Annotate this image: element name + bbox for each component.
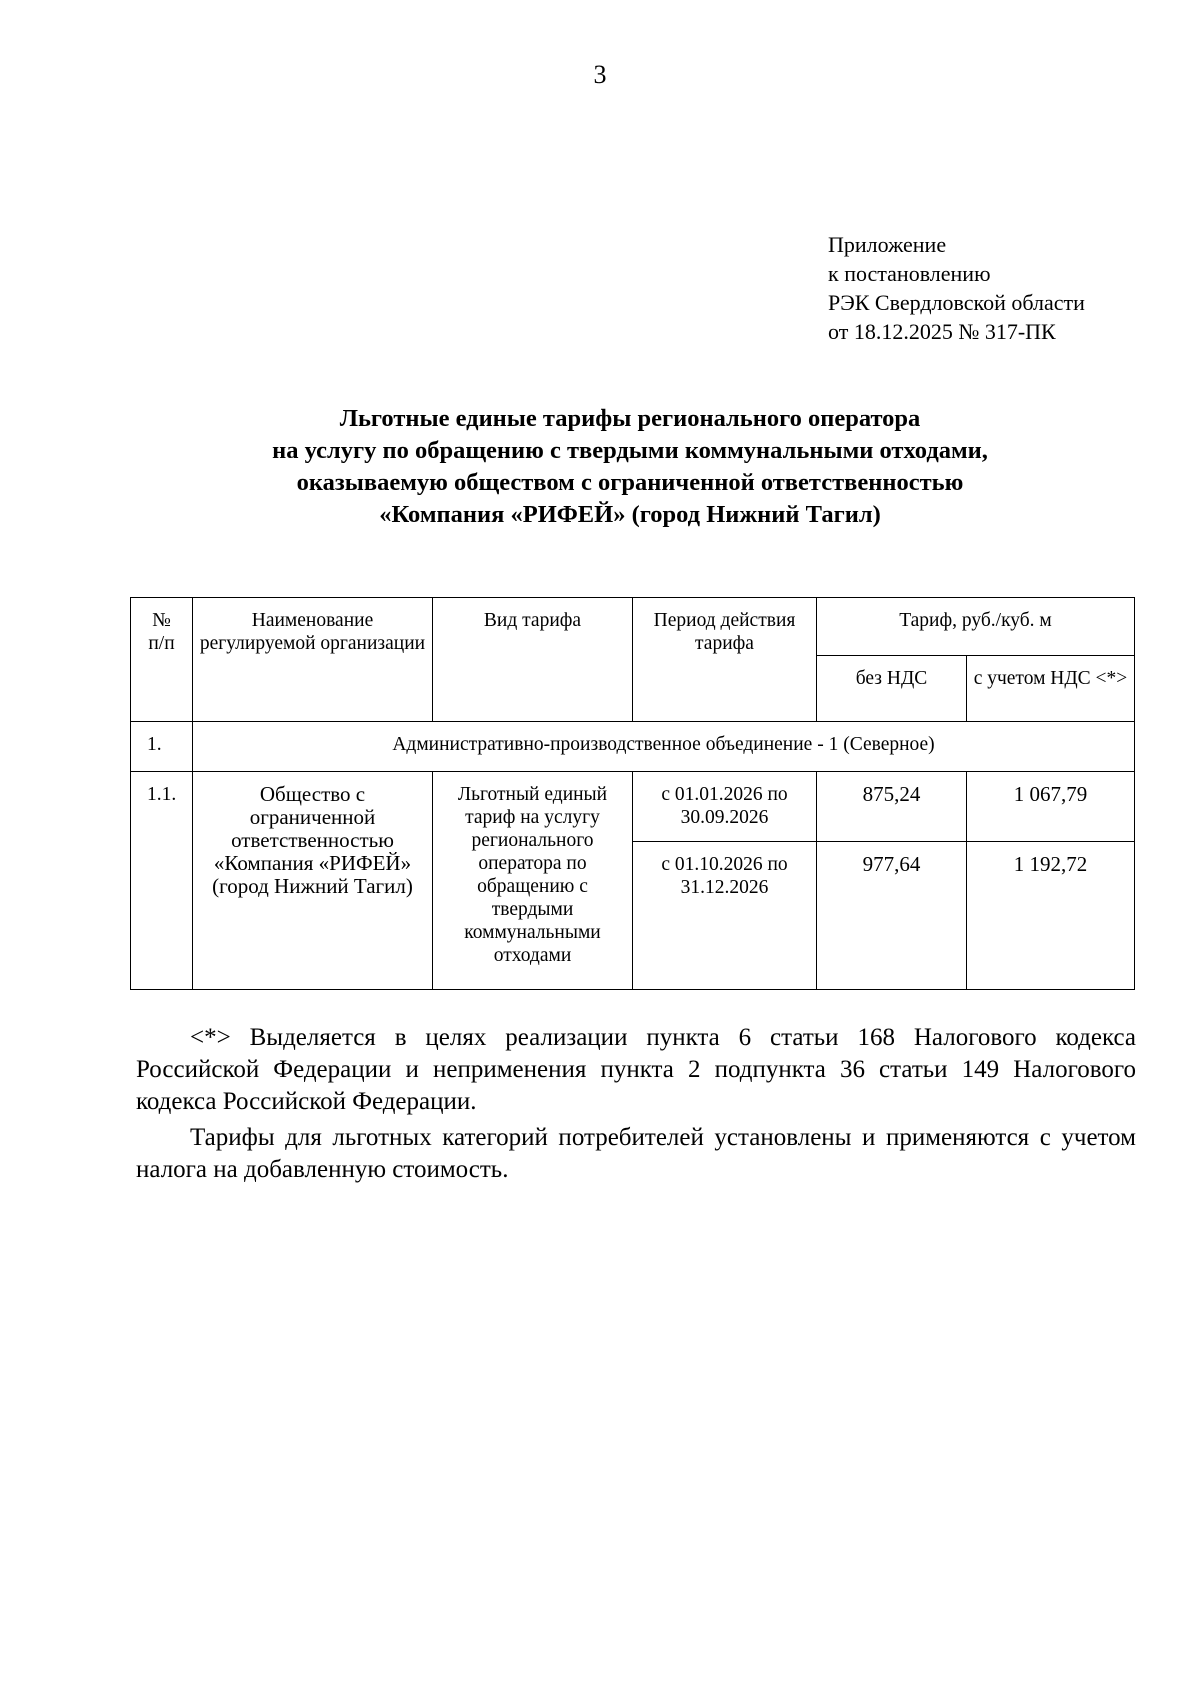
footnote-vat: <*> Выделяется в целях реализации пункта 6 статьи 168 Налогового кодекса Российской Федерации и неприменения пункта 2 подпункта 36 статьи 149 Налогового кодекса Российской Федерации. xyxy=(136,1024,1136,1115)
header-with-vat: с учетом НДС <*> xyxy=(967,656,1135,722)
row-with-vat-2: 1 192,72 xyxy=(967,842,1135,990)
title-line-4: «Компания «РИФЕЙ» (город Нижний Тагил) xyxy=(379,501,881,528)
appendix-line-2: к постановлению xyxy=(828,261,991,286)
header-no-vat: без НДС xyxy=(817,656,967,722)
row-period-1: с 01.01.2026 по 30.09.2026 xyxy=(633,772,817,842)
title-line-2: на услугу по обращению с твердыми коммунальными отходами, xyxy=(272,437,988,464)
document-title xyxy=(180,403,1080,531)
header-number-line-2: п/п xyxy=(148,633,175,654)
header-number xyxy=(131,598,193,722)
footnotes xyxy=(136,1022,1136,1190)
row-organization: Общество с ограниченной ответственностью «Компания «РИФЕЙ» (город Нижний Тагил) xyxy=(193,772,433,990)
title-line-3: оказываемую обществом с ограниченной ответственностью xyxy=(296,469,964,496)
header-organization: Наименование регулируемой организации xyxy=(193,598,433,722)
footnote-preferential: Тарифы для льготных категорий потребителей установлены и применяются с учетом налога на добавленную стоимость. xyxy=(136,1124,1136,1183)
tariff-table xyxy=(130,597,1135,990)
row-with-vat-1: 1 067,79 xyxy=(967,772,1135,842)
appendix-line-4: от 18.12.2025 № 317-ПК xyxy=(828,319,1056,344)
row-number: 1.1. xyxy=(131,772,193,990)
row-tariff-type: Льготный единый тариф на услугу регионального оператора по обращению с твердыми коммунальными отходами xyxy=(433,772,633,990)
appendix-line-3: РЭК Свердловской области xyxy=(828,290,1085,315)
title-line-1: Льготные единые тарифы регионального оператора xyxy=(339,405,921,432)
appendix-block xyxy=(828,230,1168,346)
appendix-line-1: Приложение xyxy=(828,232,947,257)
table-row xyxy=(131,772,1135,842)
row-period-2: с 01.10.2026 по 31.12.2026 xyxy=(633,842,817,990)
row-no-vat-2: 977,64 xyxy=(817,842,967,990)
header-number-line-1: № xyxy=(152,610,171,631)
header-tariff-type: Вид тарифа xyxy=(433,598,633,722)
table-section-row xyxy=(131,722,1135,772)
section-name: Административно-производственное объединение - 1 (Северное) xyxy=(193,722,1135,772)
section-number: 1. xyxy=(131,722,193,772)
header-period: Период действия тарифа xyxy=(633,598,817,722)
header-tariff: Тариф, руб./куб. м xyxy=(817,598,1135,656)
table-header-row xyxy=(131,598,1135,656)
page-number: 3 xyxy=(593,60,607,89)
row-no-vat-1: 875,24 xyxy=(817,772,967,842)
